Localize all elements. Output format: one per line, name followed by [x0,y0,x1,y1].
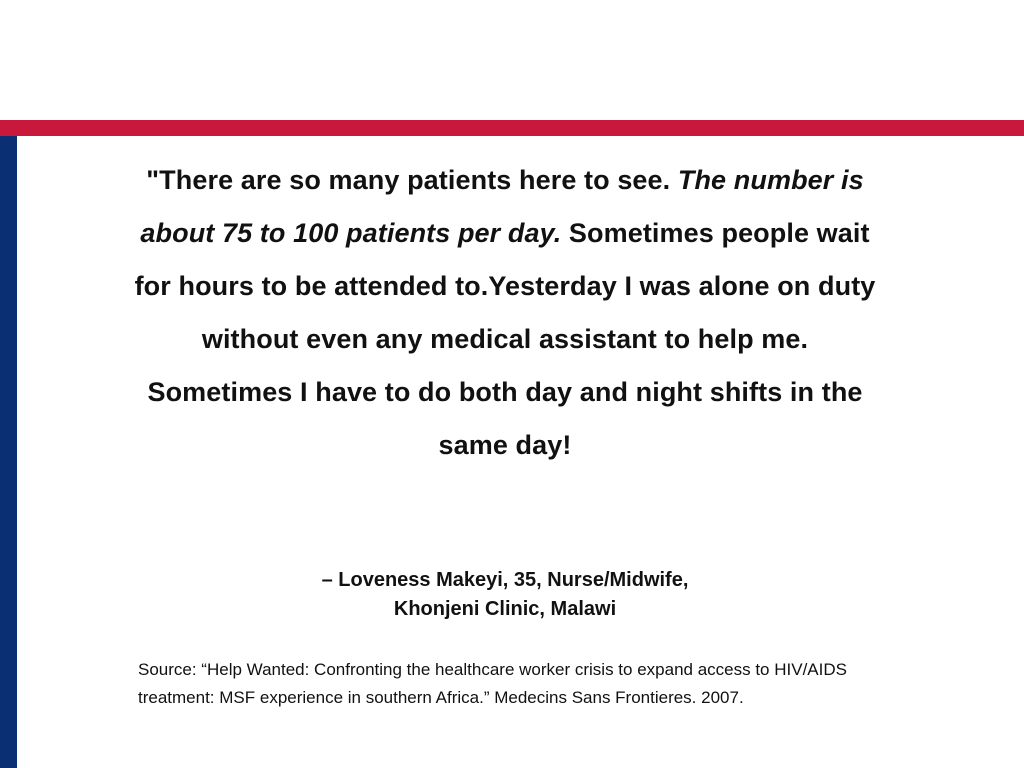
quote-part-1: "There are so many patients here to see. [146,165,678,195]
left-accent-band [0,136,17,768]
quote-text [130,154,880,472]
quote-attribution [180,566,830,624]
source-citation: Source: “Help Wanted: Confronting the healthcare worker crisis to expand access to HIV/AIDS treatment: MSF experience in southern Africa.” Medecins Sans Frontieres. 2007. [138,660,847,707]
attribution-line-2: Khonjeni Clinic, Malawi [393,598,617,620]
top-accent-band [0,120,1024,136]
quote-part-2-italic: The number is about 75 to 100 patients per day. [140,165,864,248]
quote-part-3: Sometimes people wait for hours to be attended to.Yesterday I was alone on duty without even any medical assistant to help me. Sometimes I have to do both day and night shifts in the same day! [134,218,876,460]
attribution-line-1: – Loveness Makeyi, 35, Nurse/Midwife, [321,569,689,591]
